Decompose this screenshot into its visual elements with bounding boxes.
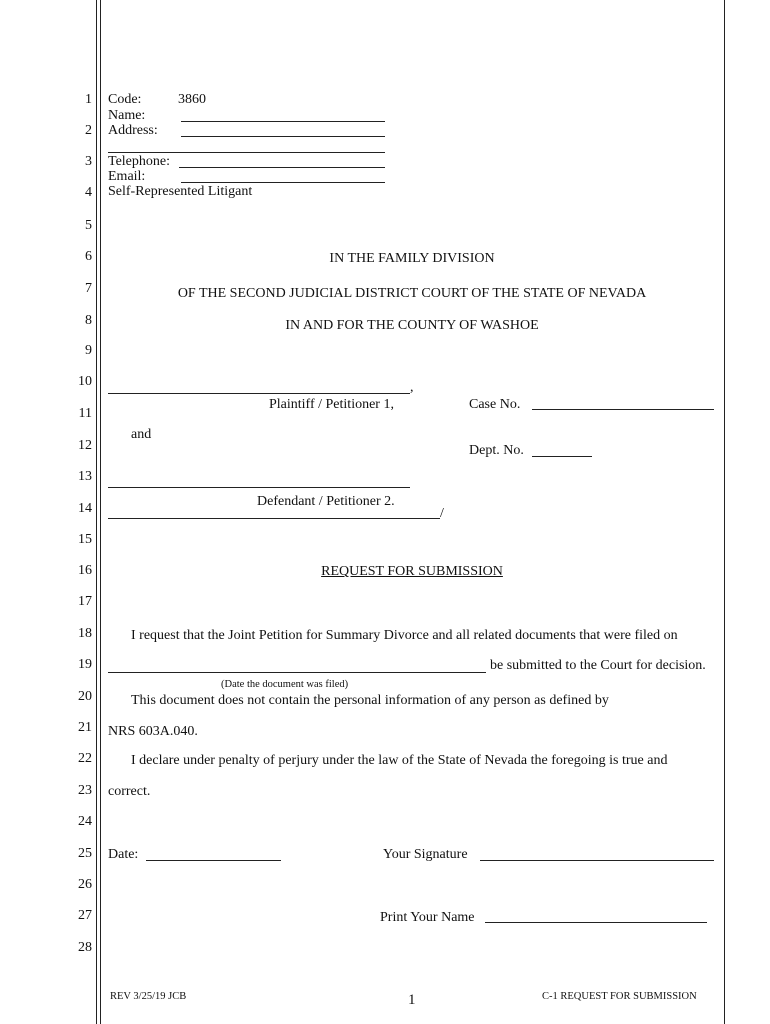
line-number: 16 bbox=[78, 563, 92, 578]
date-field-line[interactable] bbox=[146, 860, 281, 861]
defendant-label: Defendant / Petitioner 2. bbox=[257, 494, 395, 509]
line-number: 26 bbox=[78, 877, 92, 892]
and-label: and bbox=[131, 427, 152, 442]
line-number: 20 bbox=[78, 689, 92, 704]
declaration-1: I declare under penalty of perjury under the law of the State of Nevada the foregoing is true and bbox=[131, 753, 668, 768]
line-number: 7 bbox=[85, 281, 92, 296]
request-paragraph: I request that the Joint Petition for Summary Divorce and all related documents that were filed on bbox=[131, 628, 678, 643]
line-number: 14 bbox=[78, 501, 92, 516]
line-number: 8 bbox=[85, 313, 92, 328]
plaintiff-label: Plaintiff / Petitioner 1, bbox=[269, 397, 394, 412]
name-field-line[interactable] bbox=[181, 121, 385, 122]
declaration-2: correct. bbox=[108, 784, 151, 799]
line-number: 15 bbox=[78, 532, 92, 547]
litigant-label: Self-Represented Litigant bbox=[108, 184, 253, 199]
email-field-line[interactable] bbox=[181, 182, 385, 183]
email-label: Email: bbox=[108, 169, 146, 184]
address-field-line-2[interactable] bbox=[108, 152, 385, 153]
right-margin-rule bbox=[724, 0, 725, 1024]
print-name-field-line[interactable] bbox=[485, 922, 707, 923]
address-label: Address: bbox=[108, 123, 158, 138]
form-name: C-1 REQUEST FOR SUBMISSION bbox=[542, 991, 697, 1002]
line-number: 1 bbox=[85, 92, 92, 107]
code-value: 3860 bbox=[178, 92, 206, 107]
request-paragraph-end: be submitted to the Court for decision. bbox=[490, 658, 706, 673]
code-label: Code: bbox=[108, 92, 142, 107]
line-number: 27 bbox=[78, 908, 92, 923]
caption-close-line bbox=[108, 518, 440, 519]
privacy-statement-2: NRS 603A.040. bbox=[108, 724, 198, 739]
left-margin-rule-outer bbox=[96, 0, 97, 1024]
line-number: 23 bbox=[78, 783, 92, 798]
line-number: 10 bbox=[78, 374, 92, 389]
telephone-field-line[interactable] bbox=[179, 167, 385, 168]
revision-label: REV 3/25/19 JCB bbox=[110, 991, 187, 1002]
left-margin-rule-inner bbox=[100, 0, 101, 1024]
line-number: 6 bbox=[85, 249, 92, 264]
line-number: 4 bbox=[85, 185, 92, 200]
filed-date-line[interactable] bbox=[108, 672, 486, 673]
court-division: IN THE FAMILY DIVISION bbox=[329, 251, 495, 266]
date-label: Date: bbox=[108, 847, 139, 862]
signature-label: Your Signature bbox=[383, 847, 468, 862]
privacy-statement-1: This document does not contain the personal information of any person as defined by bbox=[131, 693, 609, 708]
line-number: 18 bbox=[78, 626, 92, 641]
line-number: 25 bbox=[78, 846, 92, 861]
line-number: 13 bbox=[78, 469, 92, 484]
telephone-label: Telephone: bbox=[108, 154, 170, 169]
line-number: 21 bbox=[78, 720, 92, 735]
line-number: 11 bbox=[78, 406, 92, 421]
filed-date-hint: (Date the document was filed) bbox=[221, 679, 349, 690]
line-number: 12 bbox=[78, 438, 92, 453]
plaintiff-name-line[interactable] bbox=[108, 393, 410, 394]
print-name-label: Print Your Name bbox=[380, 910, 475, 925]
case-no-label: Case No. bbox=[469, 397, 521, 412]
line-number: 19 bbox=[78, 657, 92, 672]
court-name: OF THE SECOND JUDICIAL DISTRICT COURT OF THE STATE OF NEVADA bbox=[177, 286, 647, 301]
case-no-line[interactable] bbox=[532, 409, 714, 410]
line-number: 22 bbox=[78, 751, 92, 766]
line-number: 24 bbox=[78, 814, 92, 829]
line-number: 9 bbox=[85, 343, 92, 358]
page-number: 1 bbox=[408, 992, 416, 1008]
name-label: Name: bbox=[108, 108, 146, 123]
defendant-name-line[interactable] bbox=[108, 487, 410, 488]
plaintiff-comma: , bbox=[410, 380, 414, 395]
line-number: 28 bbox=[78, 940, 92, 955]
line-number: 3 bbox=[85, 154, 92, 169]
caption-slash: / bbox=[440, 506, 444, 521]
signature-field-line[interactable] bbox=[480, 860, 714, 861]
line-number: 2 bbox=[85, 123, 92, 138]
address-field-line-1[interactable] bbox=[181, 136, 385, 137]
line-number: 5 bbox=[85, 218, 92, 233]
line-number: 17 bbox=[78, 594, 92, 609]
document-title: REQUEST FOR SUBMISSION bbox=[321, 564, 503, 579]
dept-no-line[interactable] bbox=[532, 456, 592, 457]
court-county: IN AND FOR THE COUNTY OF WASHOE bbox=[285, 318, 539, 333]
dept-no-label: Dept. No. bbox=[469, 443, 524, 458]
